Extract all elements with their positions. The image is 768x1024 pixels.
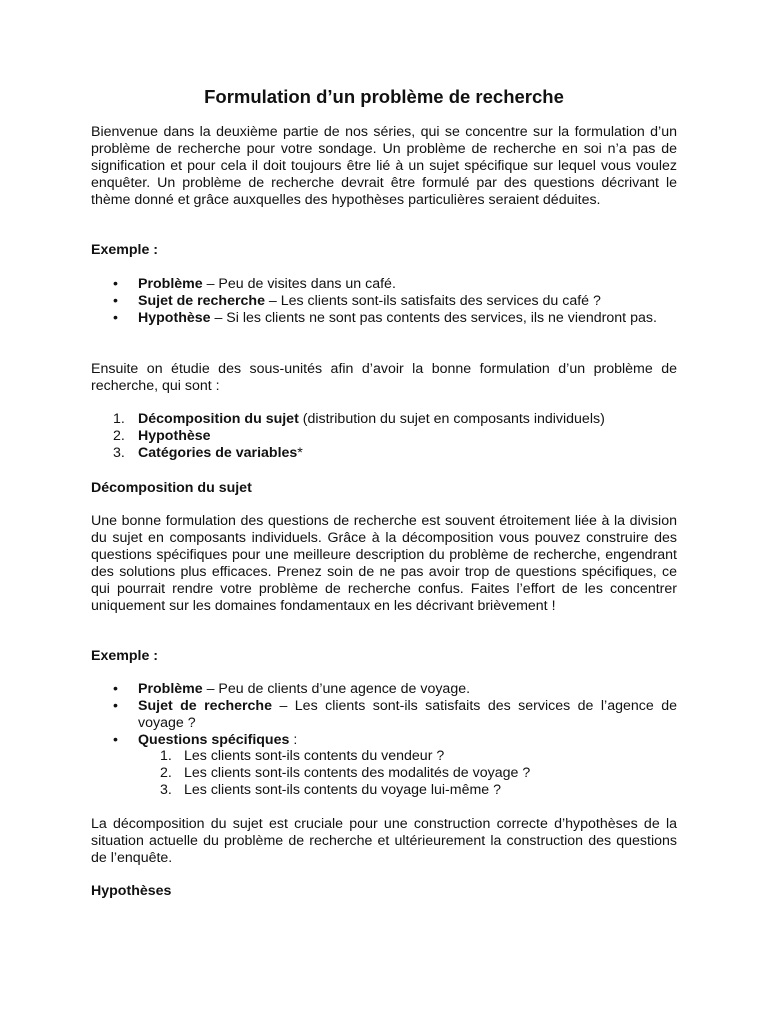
item-number: 2. <box>113 428 125 444</box>
list-item <box>91 732 677 749</box>
item-number: 1. <box>160 748 172 764</box>
intro-paragraph: Bienvenue dans la deuxième partie de nos séries, qui se concentre sur la formulation d’un problème de recherche pour votre sondage. Un problème de recherche en soi n’a pas de signification et pour cela il doit toujours être lié à un sujet spécifique sur lequel vous voulez enquêter. Un problème de recherche devrait être formulé par des questions décrivant le thème donné et grâce auxquelles des hypothèses particulières seraient déduites. <box>91 124 677 208</box>
item-text: – Les clients sont-ils satisfaits des services du café ? <box>264 293 601 309</box>
item-text: : <box>289 732 298 748</box>
item-number: 2. <box>160 765 172 781</box>
example1-heading: Exemple : <box>91 242 159 258</box>
item-text: – Peu de clients d’une agence de voyage. <box>202 681 471 697</box>
item-text: – Les clients sont-ils satisfaits des services de l’agence de voyage ? <box>138 698 677 731</box>
page-title: Formulation d’un problème de recherche <box>204 86 564 107</box>
list-item <box>91 748 677 765</box>
example1-list <box>91 276 677 327</box>
questions-list <box>91 748 677 799</box>
list-item <box>91 293 677 310</box>
list-item <box>91 411 677 428</box>
item-number: 1. <box>113 411 125 427</box>
subunits-list <box>91 411 677 462</box>
item-label: Hypothèse <box>138 428 211 444</box>
item-label: Problème <box>138 276 203 292</box>
list-item <box>91 428 677 445</box>
subunits-intro: Ensuite on étudie des sous-unités afin d’avoir la bonne formulation d’un problème de recherche, qui sont : <box>91 361 677 394</box>
item-text: – Peu de visites dans un café. <box>202 276 396 292</box>
bullet-icon: • <box>113 732 118 748</box>
list-item <box>91 310 677 327</box>
item-text: Les clients sont-ils contents des modalités de voyage ? <box>184 765 531 781</box>
item-text: – Si les clients ne sont pas contents des services, ils ne viendront pas. <box>210 310 657 326</box>
item-text: Les clients sont-ils contents du voyage lui-même ? <box>184 782 502 798</box>
item-label: Questions spécifiques <box>138 732 290 748</box>
list-item <box>91 782 677 799</box>
item-label: Catégories de variables <box>138 445 298 461</box>
example2-heading: Exemple : <box>91 648 159 664</box>
bullet-icon: • <box>113 681 118 697</box>
item-text: (distribution du sujet en composants individuels) <box>298 411 605 427</box>
bullet-icon: • <box>113 276 118 292</box>
item-label: Problème <box>138 681 203 697</box>
item-label: Hypothèse <box>138 310 211 326</box>
list-item <box>91 698 677 732</box>
item-label: Sujet de recherche <box>138 293 265 309</box>
bullet-icon: • <box>113 293 118 309</box>
item-text: Les clients sont-ils contents du vendeur ? <box>184 748 445 764</box>
example2-list <box>91 681 677 749</box>
list-item <box>91 765 677 782</box>
section1-paragraph: Une bonne formulation des questions de recherche est souvent étroitement liée à la division du sujet en composants individuels. Grâce à la décomposition vous pouvez construire des questions spécifiques pour une meilleure description du problème de recherche, engendrant des solutions plus efficaces. Prenez soin de ne pas avoir trop de questions spécifiques, ce qui pourrait rendre votre problème de recherche confus. Faites l’effort de les concentrer uniquement sur les domaines fondamentaux en les décrivant brièvement ! <box>91 513 677 614</box>
section1-heading: Décomposition du sujet <box>91 480 252 496</box>
item-label: Décomposition du sujet <box>138 411 299 427</box>
section2-heading: Hypothèses <box>91 883 172 899</box>
list-item <box>91 276 677 293</box>
list-item <box>91 445 677 462</box>
bullet-icon: • <box>113 310 118 326</box>
item-number: 3. <box>113 445 125 461</box>
item-label: Sujet de recherche <box>138 698 272 714</box>
list-item <box>91 681 677 698</box>
closing-paragraph: La décomposition du sujet est cruciale pour une construction correcte d’hypothèses de la situation actuelle du problème de recherche et ultérieurement la construction des questions de l’enquête. <box>91 816 677 866</box>
bullet-icon: • <box>113 698 118 714</box>
item-text: * <box>297 445 303 461</box>
item-number: 3. <box>160 782 172 798</box>
